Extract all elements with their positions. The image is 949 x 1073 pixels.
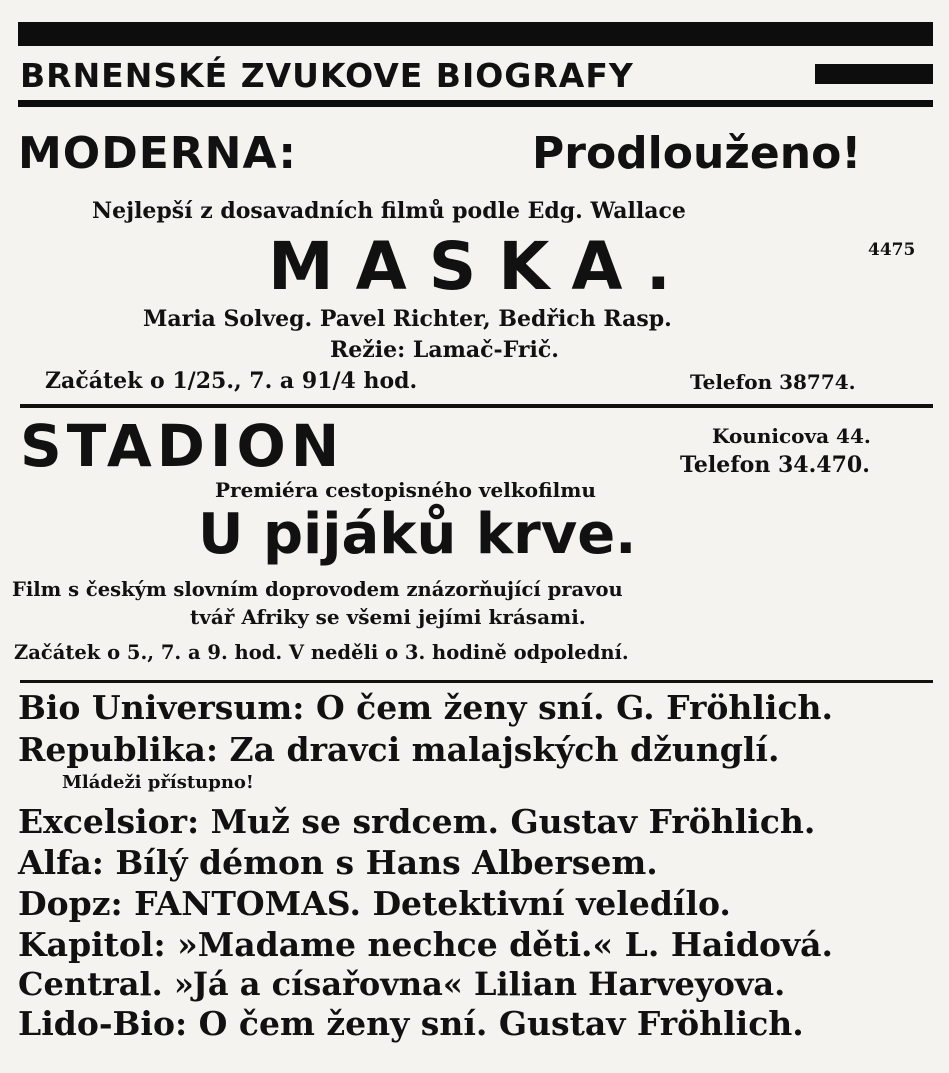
header-rule (18, 100, 933, 107)
stadion-title: U pijáků krve. (198, 502, 637, 567)
listing-dopz: Dopz: FANTOMAS. Detektivní veledílo. (18, 884, 731, 923)
listing-universum: Bio Universum: O čem ženy sní. G. Fröhlich. (18, 688, 834, 727)
listing-excelsior: Excelsior: Muž se srdcem. Gustav Fröhlich. (18, 802, 816, 841)
moderna-number: 4475 (868, 240, 916, 260)
stadion-desc-line2: tvář Afriky se všemi jejími krásami. (190, 605, 586, 629)
moderna-cast: Maria Solveg. Pavel Richter, Bedřich Rasp. (143, 306, 672, 332)
listing-republika: Republika: Za dravci malajských džunglí. (18, 730, 780, 769)
moderna-status: Prodlouženo! (532, 128, 862, 179)
moderna-tagline: Nejlepší z dosavadních filmů podle Edg. Wallace (92, 198, 686, 224)
top-bar (18, 22, 933, 46)
stadion-times: Začátek o 5., 7. a 9. hod. V neděli o 3. hodině odpolední. (14, 641, 629, 664)
stadion-desc-line1: Film s českým slovním doprovodem znázorňující pravou (12, 578, 623, 601)
listing-republika-note: Mládeži přístupno! (62, 772, 254, 793)
moderna-times: Začátek o 1/25., 7. a 91/4 hod. (45, 368, 418, 394)
stadion-phone: Telefon 34.470. (680, 452, 870, 478)
listing-alfa: Alfa: Bílý démon s Hans Albersem. (18, 843, 658, 882)
header-title: BRNENSKÉ ZVUKOVE BIOGRAFY (20, 56, 634, 95)
listing-lido-bio: Lido-Bio: O čem ženy sní. Gustav Fröhlich. (18, 1004, 804, 1043)
stadion-rule (20, 680, 933, 683)
listing-central: Central. »Já a císařovna« Lilian Harveyova. (18, 965, 786, 1003)
moderna-rule (20, 404, 933, 408)
moderna-name: MODERNA: (18, 128, 297, 179)
moderna-phone: Telefon 38774. (690, 370, 856, 394)
stadion-name: STADION (20, 412, 345, 480)
moderna-title: MASKA. (268, 228, 693, 305)
header-side-block (815, 64, 933, 84)
stadion-premiere: Premiéra cestopisného velkofilmu (215, 478, 596, 502)
listing-kapitol: Kapitol: »Madame nechce děti.« L. Haidová. (18, 925, 834, 964)
stadion-address: Kounicova 44. (712, 424, 871, 448)
moderna-director: Režie: Lamač-Frič. (330, 337, 559, 363)
